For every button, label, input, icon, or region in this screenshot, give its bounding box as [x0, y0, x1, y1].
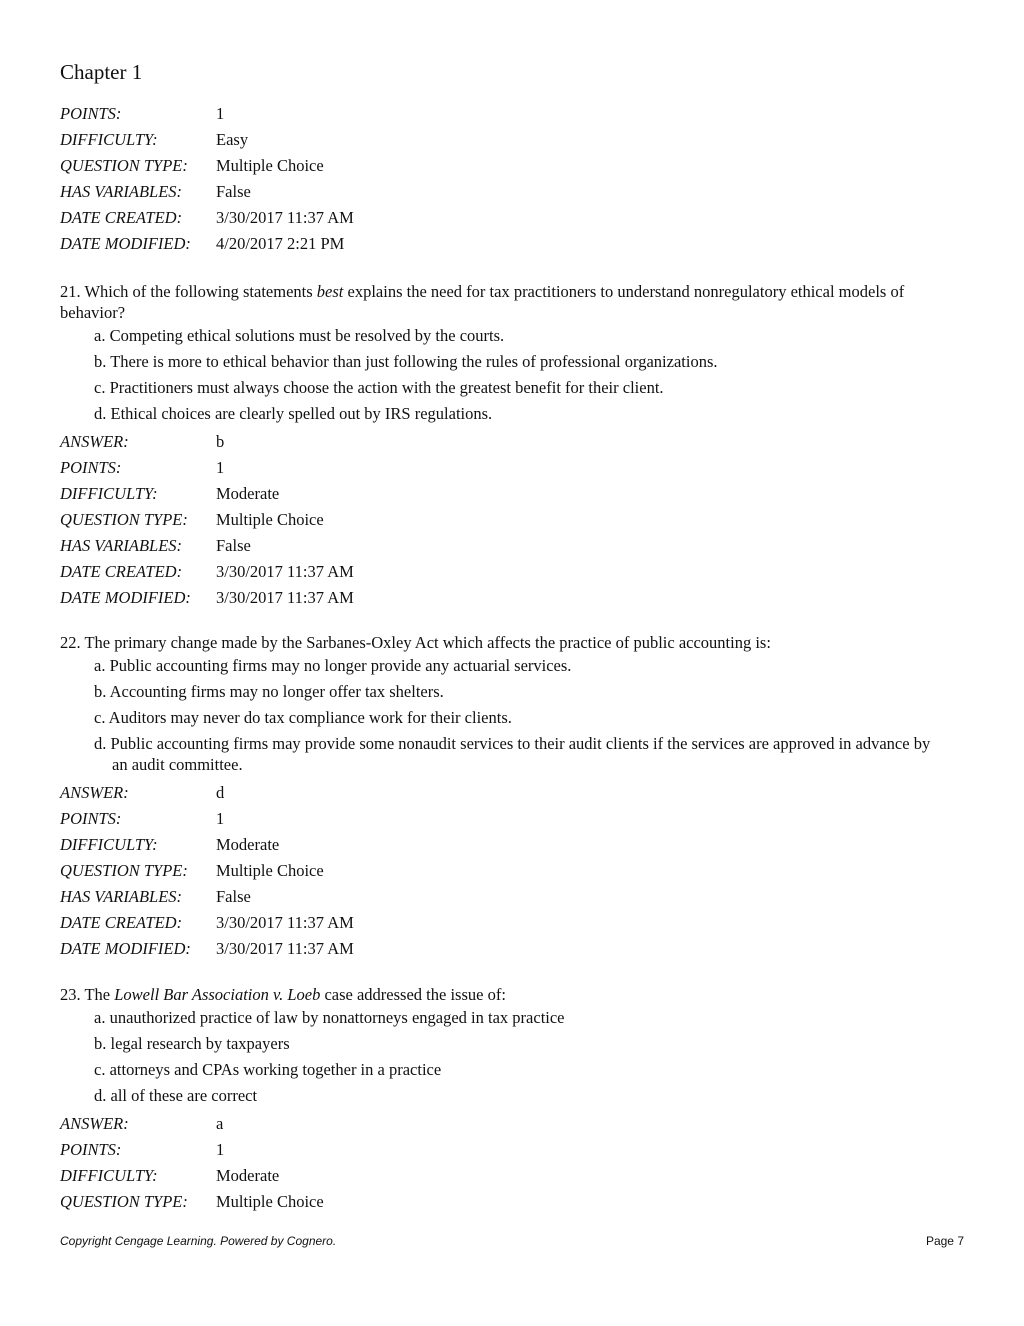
meta-value: 1	[216, 809, 225, 828]
meta-row	[60, 507, 940, 533]
meta-row	[60, 101, 354, 127]
question-meta	[60, 1111, 940, 1215]
meta-key: HAS VARIABLES:	[60, 182, 183, 201]
meta-key: DIFFICULTY:	[60, 130, 158, 149]
answer-option: a. unauthorized practice of law by nonattorneys engaged in tax practice	[94, 1008, 565, 1027]
meta-value: 1	[216, 458, 225, 477]
meta-row	[60, 533, 940, 559]
stem-emphasis: best	[316, 282, 344, 301]
meta-value: Multiple Choice	[216, 861, 324, 880]
meta-row	[60, 910, 940, 936]
meta-row	[60, 832, 940, 858]
answer-option: a. Competing ethical solutions must be resolved by the courts.	[94, 326, 505, 345]
meta-key: DATE MODIFIED:	[60, 588, 191, 607]
question-meta	[60, 780, 940, 962]
meta-key: POINTS:	[60, 458, 122, 477]
meta-key: DIFFICULTY:	[60, 1166, 158, 1185]
meta-value: Multiple Choice	[216, 510, 324, 529]
meta-row	[60, 1137, 940, 1163]
meta-key: DIFFICULTY:	[60, 835, 158, 854]
meta-value: Moderate	[216, 484, 280, 503]
answer-options	[60, 655, 940, 775]
meta-value: 1	[216, 104, 225, 123]
meta-value: 3/30/2017 11:37 AM	[216, 588, 354, 607]
answer-option: b. Accounting firms may no longer offer tax shelters.	[94, 682, 444, 701]
top-meta-block	[60, 101, 354, 257]
meta-value: 3/30/2017 11:37 AM	[216, 562, 354, 581]
meta-key: DATE MODIFIED:	[60, 939, 191, 958]
meta-key: ANSWER:	[60, 783, 129, 802]
answer-option: c. Auditors may never do tax compliance work for their clients.	[94, 708, 512, 727]
answer-options	[60, 325, 940, 424]
meta-row	[60, 231, 354, 257]
meta-value: False	[216, 182, 251, 201]
meta-value: a	[216, 1114, 224, 1133]
meta-row	[60, 884, 940, 910]
meta-row	[60, 858, 940, 884]
page-number: Page 7	[925, 1234, 964, 1248]
meta-row	[60, 936, 940, 962]
meta-row	[60, 1111, 940, 1137]
question-stem	[60, 632, 940, 653]
meta-value: Multiple Choice	[216, 156, 324, 175]
answer-option: a. Public accounting firms may no longer provide any actuarial services.	[94, 656, 572, 675]
meta-row	[60, 806, 940, 832]
answer-option: d. Public accounting firms may provide some nonaudit services to their audit clients if the services are approved in advance by an audit committee.	[94, 734, 931, 774]
meta-value: b	[216, 432, 225, 451]
meta-key: POINTS:	[60, 809, 122, 828]
meta-row	[60, 481, 940, 507]
answer-option: c. attorneys and CPAs working together in a practice	[94, 1060, 442, 1079]
meta-value: Multiple Choice	[216, 1192, 324, 1211]
stem-text: explains the need for tax practitioners to understand nonregulatory ethical models of behavior?	[60, 282, 905, 322]
meta-value: Easy	[216, 130, 249, 149]
meta-key: ANSWER:	[60, 1114, 129, 1133]
meta-row	[60, 1189, 940, 1215]
answer-option: b. legal research by taxpayers	[94, 1034, 290, 1053]
meta-row	[60, 127, 354, 153]
copyright-text: Copyright Cengage Learning. Powered by Cognero.	[60, 1234, 337, 1248]
meta-row	[60, 179, 354, 205]
meta-value: 1	[216, 1140, 225, 1159]
stem-text: 22. The primary change made by the Sarbanes-Oxley Act which affects the practice of public accounting is:	[60, 633, 771, 652]
meta-row	[60, 585, 940, 611]
meta-value: Moderate	[216, 835, 280, 854]
meta-key: DATE MODIFIED:	[60, 234, 191, 253]
meta-row	[60, 780, 940, 806]
meta-value: 3/30/2017 11:37 AM	[216, 939, 354, 958]
meta-key: HAS VARIABLES:	[60, 887, 183, 906]
stem-text: 21. Which of the following statements	[60, 282, 317, 301]
question-21	[60, 281, 940, 611]
stem-emphasis: Lowell Bar Association v. Loeb	[114, 985, 321, 1004]
meta-value: 3/30/2017 11:37 AM	[216, 208, 354, 227]
meta-value: 4/20/2017 2:21 PM	[216, 234, 345, 253]
page-footer	[60, 1234, 964, 1248]
meta-value: Moderate	[216, 1166, 280, 1185]
meta-row	[60, 1163, 940, 1189]
answer-option: c. Practitioners must always choose the action with the greatest benefit for their client.	[94, 378, 664, 397]
question-23	[60, 984, 940, 1215]
meta-key: DATE CREATED:	[60, 562, 183, 581]
question-meta	[60, 429, 940, 611]
meta-row	[60, 205, 354, 231]
chapter-title: Chapter 1	[60, 60, 143, 84]
meta-key: DATE CREATED:	[60, 208, 183, 227]
meta-row	[60, 455, 940, 481]
meta-key: QUESTION TYPE:	[60, 1192, 188, 1211]
meta-key: ANSWER:	[60, 432, 129, 451]
meta-key: QUESTION TYPE:	[60, 156, 188, 175]
answer-option: d. Ethical choices are clearly spelled out by IRS regulations.	[94, 404, 493, 423]
answer-options	[60, 1007, 940, 1106]
meta-row	[60, 153, 354, 179]
meta-key: DIFFICULTY:	[60, 484, 158, 503]
question-22	[60, 632, 940, 962]
meta-value: 3/30/2017 11:37 AM	[216, 913, 354, 932]
meta-row	[60, 429, 940, 455]
meta-value: False	[216, 536, 251, 555]
meta-key: QUESTION TYPE:	[60, 861, 188, 880]
meta-row	[60, 559, 940, 585]
stem-text: case addressed the issue of:	[320, 985, 506, 1004]
meta-value: False	[216, 887, 251, 906]
answer-option: d. all of these are correct	[94, 1086, 258, 1105]
question-stem	[60, 281, 940, 323]
meta-key: POINTS:	[60, 104, 122, 123]
stem-text: 23. The	[60, 985, 115, 1004]
meta-key: DATE CREATED:	[60, 913, 183, 932]
answer-option: b. There is more to ethical behavior than just following the rules of professional organizations.	[94, 352, 718, 371]
meta-value: d	[216, 783, 225, 802]
question-stem	[60, 984, 940, 1005]
meta-key: HAS VARIABLES:	[60, 536, 183, 555]
meta-key: QUESTION TYPE:	[60, 510, 188, 529]
meta-key: POINTS:	[60, 1140, 122, 1159]
